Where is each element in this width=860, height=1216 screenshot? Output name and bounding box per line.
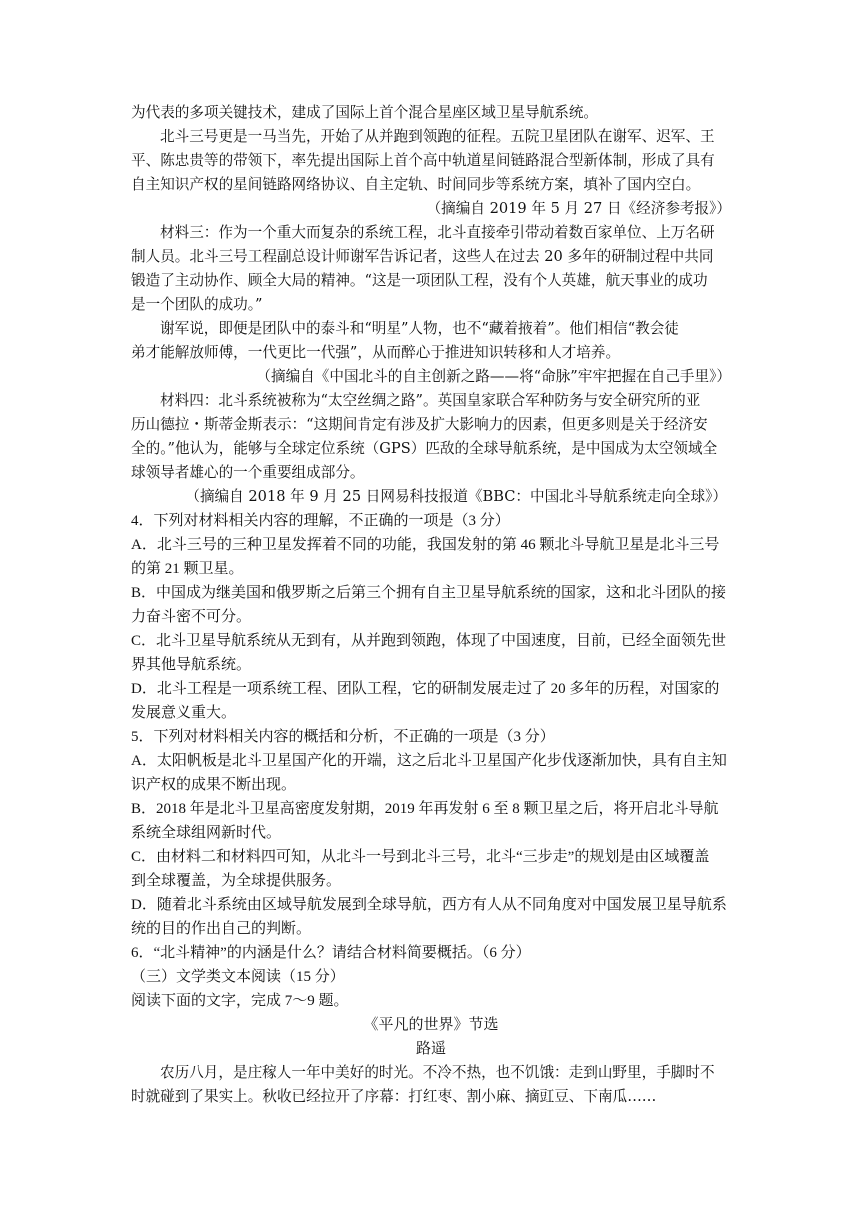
text-line: 历山德拉・斯蒂金斯表示：“这期间肯定有涉及扩大影响力的因素，但更多则是关于经济安 bbox=[131, 416, 708, 433]
text-line: 弟才能解放师傅，一代更比一代强”，从而醉心于推进知识转移和人才培养。 bbox=[131, 344, 621, 361]
text-line: 材料四：北斗系统被称为“太空丝绸之路”。英国皇家联合军种防务与安全研究所的亚 bbox=[160, 392, 701, 409]
option-5c-cont: 到全球覆盖，为全球提供服务。 bbox=[131, 873, 342, 889]
option-4d: D．北斗工程是一项系统工程、团队工程，它的研制发展走过了 20 多年的历程，对国家的 bbox=[131, 681, 720, 697]
question-4: 4．下列对材料相关内容的理解，不正确的一项是（3 分） bbox=[131, 513, 510, 529]
text-line: 谢军说，即便是团队中的泰斗和“明星”人物，也不“藏着掖着”。他们相信“教会徒 bbox=[160, 320, 679, 337]
option-5a-cont: 识产权的成果不断出现。 bbox=[131, 777, 297, 793]
passage-title: 《平凡的世界》节选 bbox=[363, 1017, 499, 1033]
option-4c: C．北斗卫星导航系统从无到有，从并跑到领跑，体现了中国速度，目前，已经全面领先世 bbox=[131, 633, 727, 649]
text-line: 平、陈忠贵等的带领下，率先提出国际上首个高中轨道星间链路混合型新体制，形成了具有 bbox=[131, 152, 715, 169]
section-heading: （三）文学类文本阅读（15 分） bbox=[131, 969, 345, 985]
option-5c: C．由材料二和材料四可知，从北斗一号到北斗三号，北斗“三步走”的规划是由区域覆盖 bbox=[131, 849, 710, 865]
option-5d: D．随着北斗系统由区域导航发展到全球导航，西方有人从不同角度对中国发展卫星导航系 bbox=[131, 897, 727, 913]
passage-author: 路遥 bbox=[415, 1041, 446, 1057]
option-5a: A．太阳帆板是北斗卫星国产化的开端，这之后北斗卫星国产化步伐逐渐加快，具有自主知 bbox=[131, 753, 727, 769]
text-line: 自主知识产权的星间链路网络协议、自主定轨、时间同步等系统方案，填补了国内空白。 bbox=[131, 176, 701, 193]
option-5b-cont: 系统全球组网新时代。 bbox=[131, 825, 282, 841]
option-4b: B．中国成为继美国和俄罗斯之后第三个拥有自主卫星导航系统的国家，这和北斗团队的接 bbox=[131, 585, 727, 601]
text-line: 为代表的多项关键技术，建成了国际上首个混合星座区域卫星导航系统。 bbox=[131, 104, 599, 121]
text-line: 北斗三号更是一马当先，开始了从并跑到领跑的征程。五院卫星团队在谢军、迟军、王 bbox=[160, 128, 715, 145]
instruction: 阅读下面的文字，完成 7～9 题。 bbox=[131, 993, 349, 1009]
option-4a: A．北斗三号的三种卫星发挥着不同的功能，我国发射的第 46 颗北斗导航卫星是北斗三号 bbox=[131, 537, 720, 553]
text-line: 是一个团队的成功。” bbox=[131, 296, 263, 313]
option-5b: B．2018 年是北斗卫星高密度发射期，2019 年再发射 6 至 8 颗卫星之后，将开启北斗导航 bbox=[131, 801, 719, 817]
text-line: 全的。”他认为，能够与全球定位系统（GPS）匹敌的全球导航系统，是中国成为太空领域全 bbox=[131, 440, 718, 457]
passage-text-line: 时就碰到了果实上。秋收已经拉开了序幕：打红枣、割小麻、摘豇豆、下南瓜…… bbox=[131, 1088, 657, 1105]
question-6: 6．“北斗精神”的内涵是什么？请结合材料简要概括。（6 分） bbox=[131, 945, 531, 961]
source-citation: （摘编自 2019 年 5 月 27 日《经济参考报》） bbox=[426, 200, 731, 217]
option-4c-cont: 界其他导航系统。 bbox=[131, 657, 252, 673]
question-5: 5．下列对材料相关内容的概括和分析，不正确的一项是（3 分） bbox=[131, 729, 555, 745]
text-line: 材料三：作为一个重大而复杂的系统工程，北斗直接牵引带动着数百家单位、上万名研 bbox=[160, 224, 715, 241]
option-4a-cont: 的第 21 颗卫星。 bbox=[131, 561, 244, 577]
option-5d-cont: 统的目的作出自己的判断。 bbox=[131, 921, 312, 937]
option-4d-cont: 发展意义重大。 bbox=[131, 705, 237, 721]
source-citation: （摘编自《中国北斗的自主创新之路——将“命脉”牢牢把握在自己手里》） bbox=[256, 368, 731, 385]
passage-text-line: 农历八月，是庄稼人一年中美好的时光。不冷不热，也不饥饿：走到山野里，手脚时不 bbox=[160, 1064, 715, 1081]
text-line: 制人员。北斗三号工程副总设计师谢军告诉记者，这些人在过去 20 多年的研制过程中共同 bbox=[131, 248, 714, 265]
text-line: 球领导者雄心的一个重要组成部分。 bbox=[131, 464, 365, 481]
source-citation: （摘编自 2018 年 9 月 25 日网易科技报道《BBC：中国北斗导航系统走向全球》） bbox=[185, 488, 727, 505]
text-line: 锻造了主动协作、顾全大局的精神。“这是一项团队工程，没有个人英雄，航天事业的成功 bbox=[131, 272, 708, 289]
option-4b-cont: 力奋斗密不可分。 bbox=[131, 609, 252, 625]
